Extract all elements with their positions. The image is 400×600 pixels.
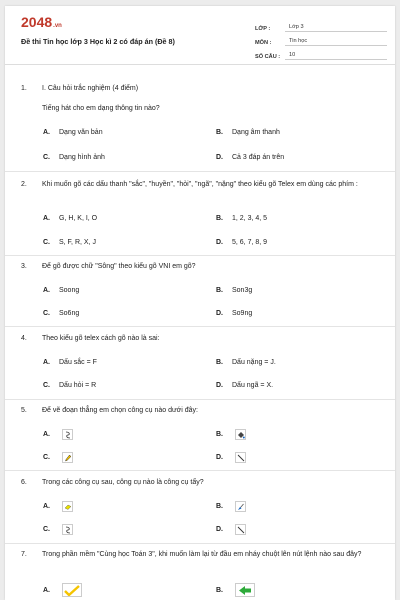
option-d[interactable] bbox=[216, 154, 284, 161]
question-text: Trong phần mềm "Cùng học Toán 3", khi muốn làm lại từ đầu em nháy chuột lên nút lệnh nào sau đây? bbox=[42, 551, 362, 558]
question-number: 6. bbox=[21, 479, 27, 486]
meta-value: Lớp 3 bbox=[285, 24, 387, 32]
green-arrow-icon bbox=[235, 583, 255, 597]
option-b[interactable] bbox=[216, 287, 252, 294]
option-c[interactable] bbox=[43, 524, 73, 535]
exam-title: Đề thi Tin học lớp 3 Học kì 2 có đáp án (Đề 8) bbox=[21, 37, 175, 46]
option-letter: A. bbox=[43, 586, 50, 594]
option-letter: C. bbox=[43, 454, 50, 461]
option-letter: C. bbox=[43, 382, 50, 389]
option-letter: D. bbox=[216, 239, 223, 246]
option-d[interactable] bbox=[216, 239, 267, 246]
question-number: 3. bbox=[21, 263, 27, 270]
question-text: Theo kiểu gõ telex cách gõ nào là sai: bbox=[42, 335, 160, 342]
meta-value: Tin học bbox=[285, 38, 387, 46]
question-number: 7. bbox=[21, 551, 27, 558]
option-c[interactable] bbox=[43, 310, 79, 317]
option-letter: C. bbox=[43, 154, 50, 161]
eraser-tool-icon bbox=[62, 501, 73, 512]
option-text: Dạng âm thanh bbox=[232, 129, 280, 136]
question-divider bbox=[5, 326, 395, 327]
question-number: 1. bbox=[21, 85, 27, 92]
option-d[interactable] bbox=[216, 524, 246, 535]
question-number: 2. bbox=[21, 181, 27, 188]
option-b[interactable] bbox=[216, 429, 246, 440]
option-letter: B. bbox=[216, 215, 223, 222]
meta-label: LỚP : bbox=[255, 26, 271, 32]
option-text: Cả 3 đáp án trên bbox=[232, 154, 285, 161]
option-c[interactable] bbox=[43, 382, 96, 389]
question-divider bbox=[5, 171, 395, 172]
option-letter: D. bbox=[216, 310, 223, 317]
option-text: Dấu nặng = J. bbox=[232, 359, 276, 366]
option-letter: D. bbox=[216, 382, 223, 389]
option-letter: A. bbox=[43, 215, 50, 222]
meta-label: SỐ CÂU : bbox=[255, 54, 281, 60]
check-mark-icon bbox=[62, 583, 82, 597]
option-letter: C. bbox=[43, 239, 50, 246]
question-number: 5. bbox=[21, 407, 27, 414]
option-letter: A. bbox=[43, 359, 50, 366]
question-text: I. Câu hỏi trắc nghiệm (4 điểm) bbox=[42, 85, 139, 92]
exam-sheet bbox=[5, 6, 395, 600]
option-b[interactable] bbox=[216, 359, 276, 366]
option-b[interactable] bbox=[216, 129, 280, 136]
option-text: G, H, K, I, O bbox=[59, 215, 98, 222]
option-d[interactable] bbox=[216, 452, 246, 463]
option-text: Dấu hỏi = R bbox=[59, 382, 97, 389]
exam-header bbox=[5, 6, 395, 65]
option-text: Dấu ngã = X. bbox=[232, 382, 274, 389]
question-divider bbox=[5, 543, 395, 544]
brush-tool-icon bbox=[235, 501, 246, 512]
option-text: S, F, R, X, J bbox=[59, 239, 96, 246]
meta-class-row bbox=[255, 18, 387, 32]
option-text: So9ng bbox=[232, 310, 253, 317]
question-text: Để vẽ đoạn thẳng em chọn công cụ nào dưới đây: bbox=[42, 407, 198, 414]
line-tool-icon bbox=[235, 452, 246, 463]
option-d[interactable] bbox=[216, 382, 273, 389]
option-letter: C. bbox=[43, 526, 50, 533]
line-tool-icon bbox=[235, 524, 246, 535]
option-letter: C. bbox=[43, 310, 50, 317]
option-b[interactable] bbox=[216, 501, 246, 512]
option-letter: B. bbox=[216, 129, 223, 136]
option-a[interactable] bbox=[43, 429, 73, 440]
option-c[interactable] bbox=[43, 452, 73, 463]
option-a[interactable] bbox=[43, 287, 79, 294]
question-text: Để gõ được chữ "Sông" theo kiểu gõ VNI em gõ? bbox=[42, 263, 196, 270]
pencil-tool-icon bbox=[62, 452, 73, 463]
option-letter: D. bbox=[216, 526, 223, 533]
option-b[interactable] bbox=[216, 215, 267, 222]
option-letter: B. bbox=[216, 431, 223, 438]
option-b[interactable] bbox=[216, 583, 255, 597]
meta-value: 10 bbox=[285, 52, 387, 60]
option-text: Son3g bbox=[232, 287, 253, 294]
question-text: Khi muốn gõ các dấu thanh "sắc", "huyền", "hỏi", "ngã", "nặng" theo kiểu gõ Telex em dùng các phím : bbox=[42, 181, 358, 188]
option-letter: B. bbox=[216, 287, 223, 294]
question-subtext: Tiếng hát cho em dạng thông tin nào? bbox=[42, 105, 160, 112]
option-text: Dạng hình ảnh bbox=[59, 154, 105, 161]
fill-tool-icon bbox=[235, 429, 246, 440]
option-letter: D. bbox=[216, 154, 223, 161]
option-letter: D. bbox=[216, 454, 223, 461]
option-letter: B. bbox=[216, 586, 223, 594]
logo-text: 2048 bbox=[21, 14, 53, 30]
curve-tool-icon bbox=[62, 429, 73, 440]
site-logo[interactable] bbox=[21, 14, 62, 30]
option-d[interactable] bbox=[216, 310, 252, 317]
option-text: 1, 2, 3, 4, 5 bbox=[232, 215, 268, 222]
meta-count-row bbox=[255, 46, 387, 60]
question-divider bbox=[5, 470, 395, 471]
question-divider bbox=[5, 255, 395, 256]
option-letter: A. bbox=[43, 287, 50, 294]
question-text: Trong các công cụ sau, công cụ nào là công cụ tẩy? bbox=[42, 479, 204, 486]
option-letter: A. bbox=[43, 129, 50, 136]
option-a[interactable] bbox=[43, 129, 103, 136]
option-text: Soong bbox=[59, 287, 80, 294]
meta-label: MÔN : bbox=[255, 40, 272, 46]
logo-tld: .vn bbox=[53, 23, 62, 29]
option-letter: B. bbox=[216, 503, 223, 510]
question-number: 4. bbox=[21, 335, 27, 342]
question-divider bbox=[5, 399, 395, 400]
option-c[interactable] bbox=[43, 239, 96, 246]
option-text: So6ng bbox=[59, 310, 80, 317]
option-letter: A. bbox=[43, 431, 50, 438]
option-letter: A. bbox=[43, 503, 50, 510]
exam-meta bbox=[255, 18, 387, 60]
option-text: Dạng văn bản bbox=[59, 129, 103, 136]
option-a[interactable] bbox=[43, 501, 73, 512]
option-text: Dấu sắc = F bbox=[59, 359, 97, 366]
curve-tool-icon bbox=[62, 524, 73, 535]
option-a[interactable] bbox=[43, 359, 97, 366]
option-letter: B. bbox=[216, 359, 223, 366]
option-a[interactable] bbox=[43, 583, 82, 597]
option-text: 5, 6, 7, 8, 9 bbox=[232, 239, 268, 246]
option-a[interactable] bbox=[43, 215, 97, 222]
meta-subject-row bbox=[255, 32, 387, 46]
option-c[interactable] bbox=[43, 154, 105, 161]
